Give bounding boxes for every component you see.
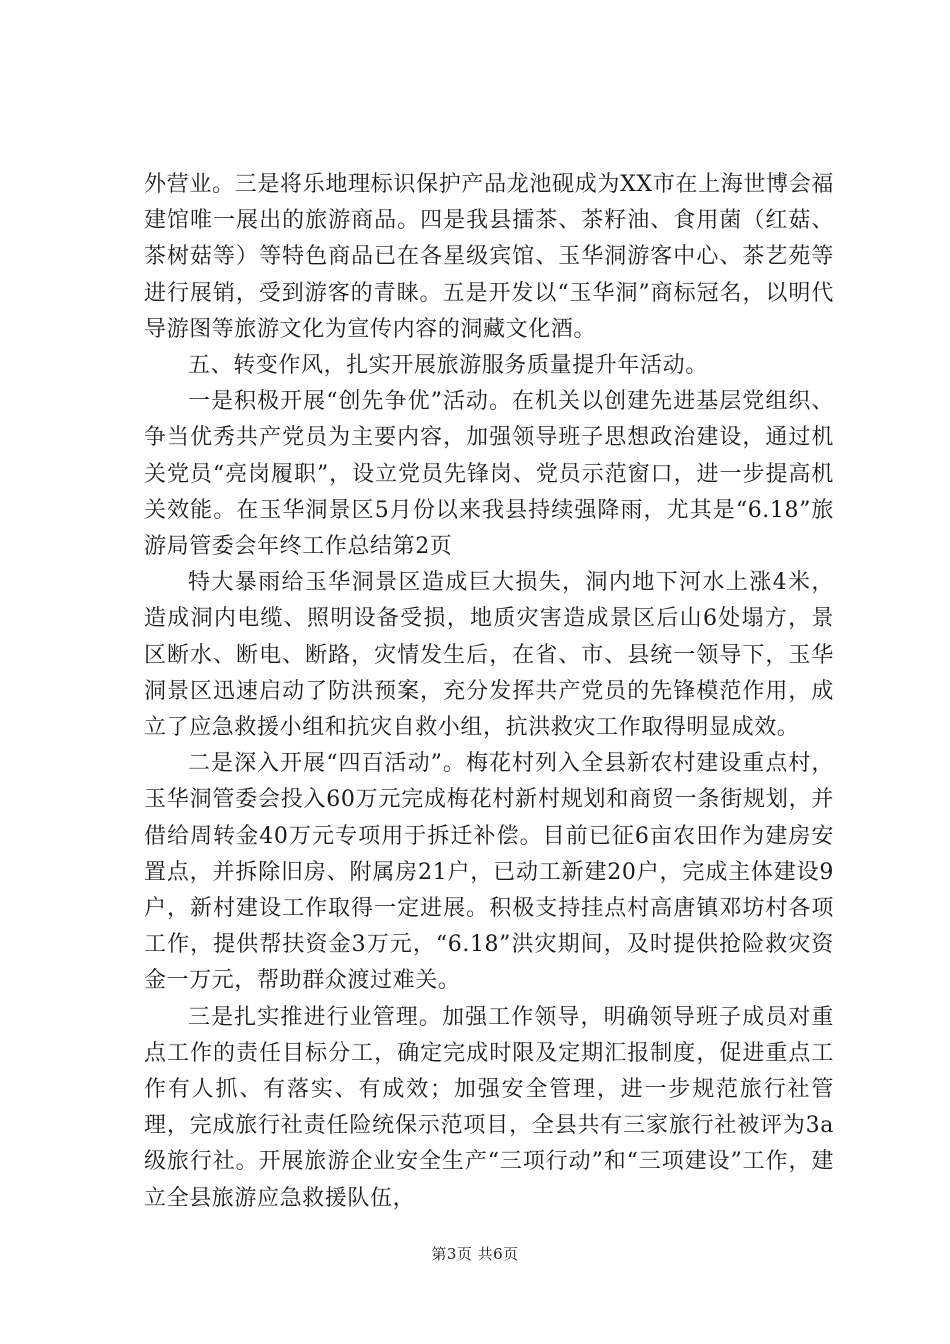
- document-body: [144, 167, 834, 1217]
- paragraph-1: 一是积极开展“创先争优”活动。在机关以创建先进基层党组织、争当优秀共产党员为主要内容，加强领导班子思想政治建设，通过机关党员“亮岗履职”，设立党员先锋岗、党员示范窗口，进一步提高机关效能。在玉华洞景区5月份以来我县持续强降雨，尤其是“6.18”旅游局管委会年终工作总结第2页: [144, 389, 834, 560]
- paragraph-4: 三是扎实推进行业管理。加强工作领导，明确领导班子成员对重点工作的责任目标分工，确定完成时限及定期汇报制度，促进重点工作有人抓、有落实、有成效；加强安全管理，进一步规范旅行社管理，完成旅行社责任险统保示范项目，全县共有三家旅行社被评为3a级旅行社。开展旅游企业安全生产“三项行动”和“三项建设”工作，建立全县旅游应急救援队伍，: [144, 1004, 834, 1211]
- paragraph-3: 二是深入开展“四百活动”。梅花村列入全县新农村建设重点村，玉华洞管委会投入60万元完成梅花村新村规划和商贸一条街规划，并借给周转金40万元专项用于拆迁补偿。目前已征6亩农田作为建房安置点，并拆除旧房、附属房21户，已动工新建20户，完成主体建设9户，新村建设工作取得一定进展。积极支持挂点村高唐镇邓坊村各项工作，提供帮扶资金3万元，“6.18”洪灾期间，及时提供抢险救灾资金一万元，帮助群众渡过难关。: [144, 751, 834, 994]
- section-heading: 五、转变作风，扎实开展旅游服务质量提升年活动。: [188, 353, 708, 379]
- page-footer: 第3页 共6页: [431, 1245, 519, 1263]
- paragraph-2: 特大暴雨给玉华洞景区造成巨大损失，洞内地下河水上涨4米，造成洞内电缆、照明设备受损，地质灾害造成景区后山6处塌方，景区断水、断电、断路，灾情发生后，在省、市、县统一领导下，玉华洞景区迅速启动了防洪预案，充分发挥共产党员的先锋模范作用，成立了应急救援小组和抗灾自救小组，抗洪救灾工作取得明显成效。: [144, 570, 834, 741]
- paragraph-continuation: 外营业。三是将乐地理标识保护产品龙池砚成为XX市在上海世博会福建馆唯一展出的旅游商品。四是我县擂茶、茶籽油、食用菌（红菇、茶树菇等）等特色商品已在各星级宾馆、玉华洞游客中心、茶艺苑等进行展销，受到游客的青睐。五是开发以“玉华洞”商标冠名，以明代导游图等旅游文化为宣传内容的洞藏文化酒。: [144, 172, 834, 342]
